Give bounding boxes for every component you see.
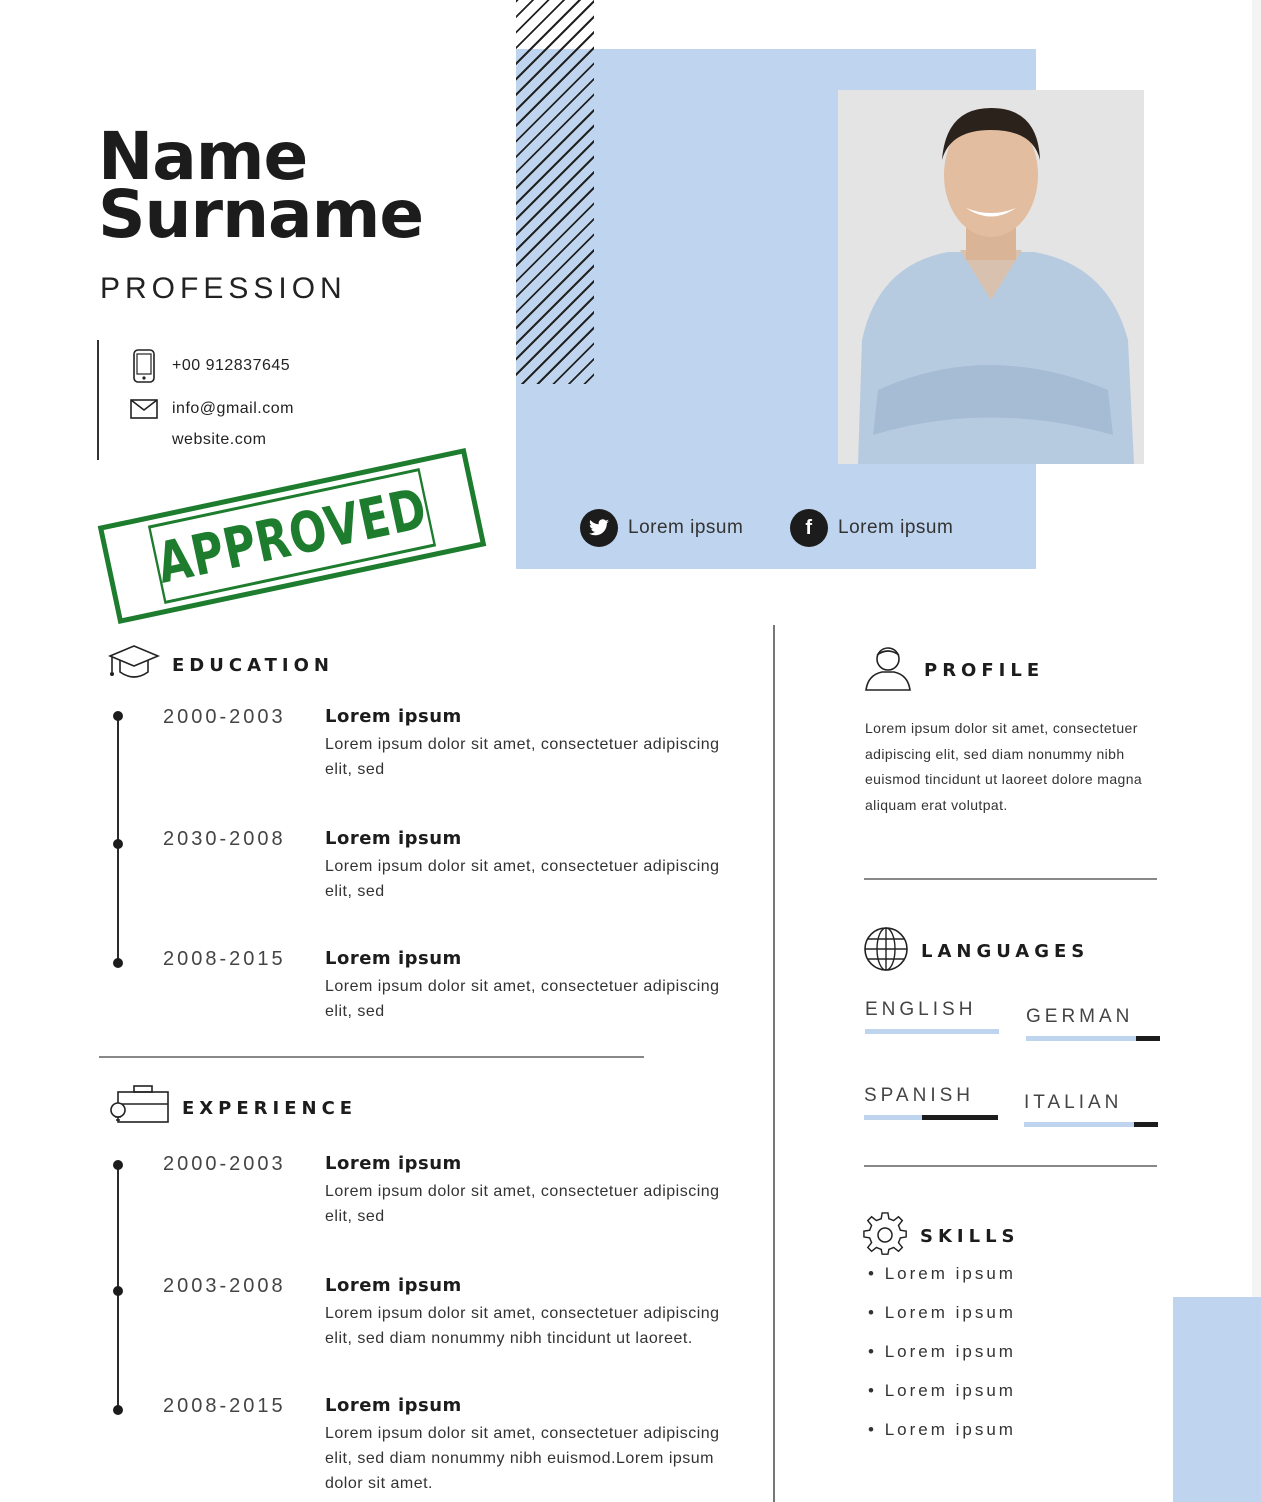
section-divider [864,878,1157,880]
social-twitter[interactable] [580,509,743,547]
education-title: EDUCATION [172,654,334,676]
globe-icon [863,926,909,976]
entry-year: 2000-2003 [163,706,286,728]
entry-title: Lorem ipsum [325,706,462,727]
contact-divider [97,340,99,460]
education-timeline-dot [113,839,123,849]
email-address[interactable]: info@gmail.com [172,400,294,417]
approved-stamp [98,448,487,624]
phone-icon [130,349,158,383]
column-divider [773,625,775,1502]
person-icon [864,645,912,695]
stamp-text: APPROVED [148,468,436,604]
skill-label: Lorem ipsum [884,1303,1016,1322]
language-name: ITALIAN [1024,1092,1123,1113]
website-url[interactable]: website.com [172,431,267,448]
profile-title: PROFILE [924,659,1045,681]
diagonal-hatch-decoration [516,0,594,384]
social-facebook[interactable] [790,509,953,547]
facebook-icon: f [790,509,828,547]
contact-phone [130,349,290,383]
skill-item: • Lorem ipsum [868,1381,1016,1400]
language-german [1026,1006,1160,1041]
education-heading [108,644,334,686]
experience-heading [108,1084,357,1132]
entry-title: Lorem ipsum [325,948,462,969]
section-divider [99,1056,644,1058]
last-name: Surname [98,176,424,253]
language-name: SPANISH [864,1085,975,1106]
profession-title: PROFESSION [100,272,347,305]
skill-item: • Lorem ipsum [868,1264,1016,1283]
entry-description: Lorem ipsum dolor sit amet, consectetuer adipiscing elit, sed [325,978,720,1020]
skill-item: • Lorem ipsum [868,1303,1016,1322]
skills-title: SKILLS [920,1225,1020,1247]
entry-description: Lorem ipsum dolor sit amet, consectetuer adipiscing elit, sed [325,858,720,900]
contact-email [130,392,294,426]
gear-icon [862,1211,908,1261]
skill-label: Lorem ipsum [884,1420,1016,1439]
briefcase-icon [108,1084,170,1132]
entry-title: Lorem ipsum [325,1395,462,1416]
entry-year: 2000-2003 [163,1153,286,1175]
skill-label: Lorem ipsum [884,1264,1016,1283]
education-timeline-dot [113,711,123,721]
twitter-icon [580,509,618,547]
education-timeline-dot [113,958,123,968]
language-level-bar [1026,1036,1160,1041]
entry-title: Lorem ipsum [325,828,462,849]
entry-description: Lorem ipsum dolor sit amet, consectetuer adipiscing elit, sed [325,1183,720,1225]
language-level-bar [864,1115,998,1120]
language-name: GERMAN [1026,1006,1134,1027]
skill-label: Lorem ipsum [884,1381,1016,1400]
entry-year: 2030-2008 [163,828,286,850]
facebook-handle: Lorem ipsum [838,517,954,538]
mail-icon [130,392,158,426]
profile-heading [864,645,1044,695]
languages-heading [863,926,1089,976]
language-english [865,999,999,1034]
profile-summary: Lorem ipsum dolor sit amet, consectetuer adipiscing elit, sed diam nonummy nibh euismod tincidunt ut laoreet dolore magna aliquam erat volutpat. [865,720,1143,813]
language-italian [1024,1092,1158,1127]
entry-description: Lorem ipsum dolor sit amet, consectetuer adipiscing elit, sed diam nonummy nibh euismod.Lorem ipsum dolor sit amet. [325,1425,720,1492]
contact-website [172,431,266,449]
phone-number[interactable]: +00 912837645 [172,357,291,374]
experience-title: EXPERIENCE [182,1097,358,1119]
entry-description: Lorem ipsum dolor sit amet, consectetuer adipiscing elit, sed diam nonummy nibh tincidunt ut laoreet. [325,1305,720,1347]
language-level-bar [1024,1122,1158,1127]
experience-timeline-dot [113,1286,123,1296]
experience-timeline-dot [113,1405,123,1415]
experience-timeline-dot [113,1160,123,1170]
entry-year: 2003-2008 [163,1275,286,1297]
right-edge-shade [1252,0,1261,1297]
entry-description: Lorem ipsum dolor sit amet, consectetuer adipiscing elit, sed [325,736,720,778]
full-name [98,118,424,253]
corner-blue-block [1173,1297,1261,1502]
entry-title: Lorem ipsum [325,1153,462,1174]
twitter-handle: Lorem ipsum [628,517,744,538]
language-level-bar [865,1029,999,1034]
languages-title: LANGUAGES [921,940,1090,962]
language-spanish [864,1085,998,1120]
skill-item: • Lorem ipsum [868,1420,1016,1439]
profile-photo [838,90,1144,464]
language-level-fill [1134,1122,1158,1127]
section-divider [864,1165,1157,1167]
skill-label: Lorem ipsum [884,1342,1016,1361]
skills-heading [862,1211,1020,1261]
first-name: Name [98,118,308,195]
entry-year: 2008-2015 [163,948,286,970]
language-level-fill [922,1115,998,1120]
graduation-cap-icon [108,644,160,686]
skill-item: • Lorem ipsum [868,1342,1016,1361]
language-name: ENGLISH [865,999,977,1020]
entry-title: Lorem ipsum [325,1275,462,1296]
entry-year: 2008-2015 [163,1395,286,1417]
language-level-fill [1136,1036,1160,1041]
